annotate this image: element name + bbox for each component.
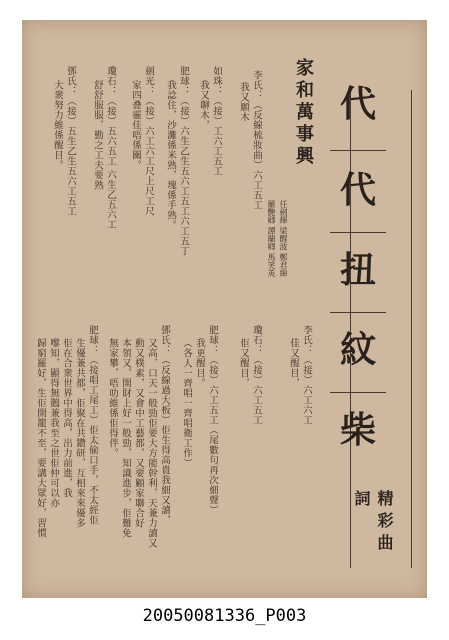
song-title: 家和萬事興 — [293, 58, 314, 168]
footer-id: 20050081336_P003 — [142, 606, 307, 626]
lyric-line: 動又樸素，又會中工藝都，又要顧家聯合好 — [133, 338, 144, 528]
title-char-5: 柴 — [339, 409, 376, 451]
lyric-line: 又高，口天一般勁佢要大方能幹利，天兼力讀又 — [146, 338, 157, 548]
lyric-line: 家四叠靈佳唔係關。 — [130, 80, 141, 170]
lyric-line: 李氏：（反線梳妝曲）六工五工 — [251, 70, 262, 210]
lyric-line: 瓊石：（接）五六五工 六生乙五六工 — [105, 66, 116, 230]
lyric-line: 歸窮羅好，生佢開籠不至，要講大眾好，習慣 — [35, 338, 46, 538]
lyric-line: 我更醒目。 — [194, 338, 205, 388]
title-char-4: 紋 — [339, 329, 376, 371]
lyric-line: 李氏：（接）六工六工 — [301, 325, 312, 425]
lyric-line: 生優兼共都，佢聚在共鑽研，互相來來優多 — [74, 338, 85, 528]
lyric-line: 肥球：（接唱工尾工）佢太偷口手，不太經佢 — [87, 325, 98, 525]
lyric-line: 我又願木 — [238, 82, 249, 122]
lyric-line: 劍光：（接）六工六工尺上尺工尺 — [143, 66, 154, 216]
lyric-line: 本領又，開財上好一般勁，知識進步，佢難免 — [120, 338, 131, 538]
lyric-line: 如珠：（接）工六工五工 — [211, 66, 222, 176]
lyric-line: 舒舒服服，勤之工夫要熟 — [92, 80, 103, 190]
lyric-line: 瓊石：（接）六工五工 — [251, 325, 262, 425]
subtitle: 精彩曲詞 — [352, 490, 394, 556]
lyric-line: 肥球：（接）六生乙生五六工五工六工五丁 — [178, 66, 189, 256]
lyric-line: 佢又醒目， — [238, 338, 249, 388]
lyric-line: 嚟知，顯得無鵝兼我至之世佢仲可以亦 — [48, 338, 59, 508]
title-divider — [330, 232, 386, 233]
lyric-line: 我諗住，沙灘係米熟，塊係手熟。 — [165, 80, 176, 230]
title-divider — [330, 150, 386, 151]
lyric-line: 肥球：（接）六工五工（尾數句再次細聲） — [207, 325, 218, 515]
lyric-line: 鄧氏：（反線過大板）佢生得高貴我細又讀， — [159, 325, 170, 525]
lyric-line: （各人一齊唱一齊唱衛工作） — [181, 338, 192, 468]
lyric-line: 我又聊木， — [198, 80, 209, 130]
title-char-2: 代 — [339, 169, 376, 211]
title-char-3: 扭 — [339, 249, 376, 291]
lyric-line: 無家攀，唔叻維係佢得伴。 — [107, 338, 118, 458]
lyric-line: 大衆努力維係醒目。 — [52, 80, 63, 170]
title-divider — [330, 312, 386, 313]
cast-line-2: 羅艷卿 譚蘭卿 馬笑英 — [267, 200, 276, 278]
cast-line-1: 任劍輝 梁醒波 鄭君綿 — [279, 200, 288, 278]
lyric-line: 佢在合衆世界中得高，出力前進，我 — [61, 338, 72, 498]
lyric-line: 佳又醒目， — [288, 338, 299, 388]
title-divider — [330, 392, 386, 393]
lyric-line: 鄧氏：（接）五生乙生五六工五工 — [65, 66, 76, 216]
title-char-1: 代 — [339, 83, 376, 125]
